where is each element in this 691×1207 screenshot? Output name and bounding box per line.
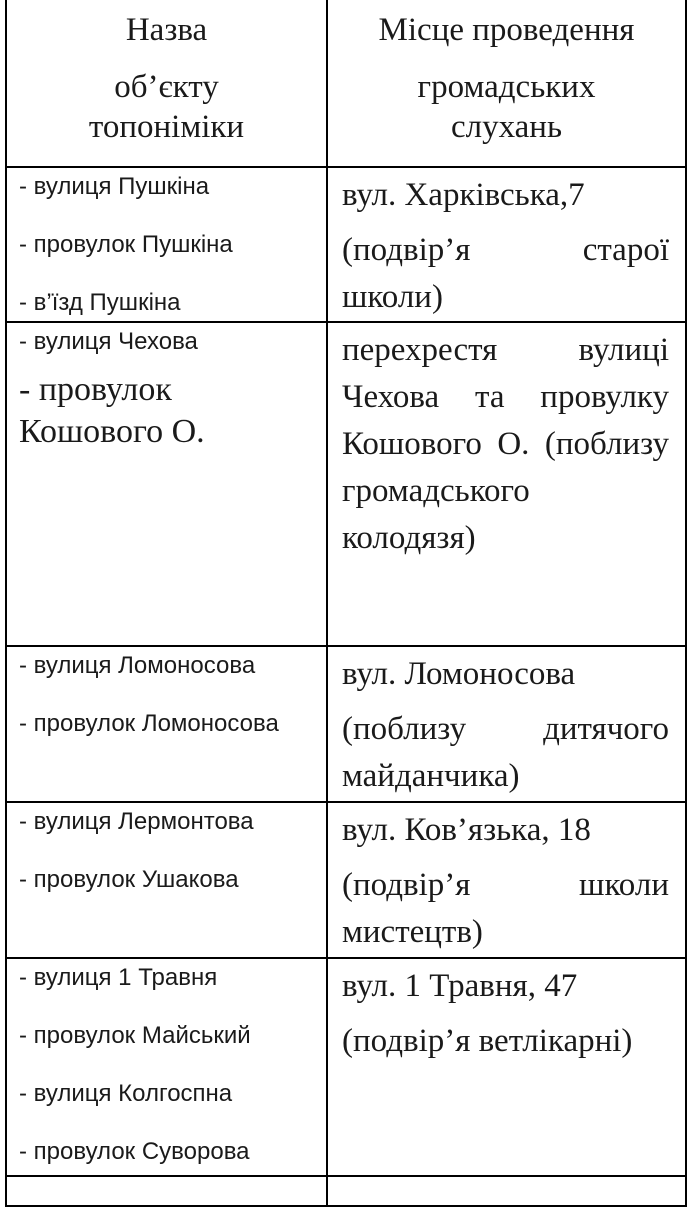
object-item: - вулиця Колгоспна bbox=[19, 1080, 233, 1107]
header-object-line3: топоніміки bbox=[88, 109, 245, 145]
objects-cell bbox=[6, 167, 327, 322]
table-row bbox=[6, 322, 686, 646]
header-object-line1: Назва bbox=[125, 12, 208, 48]
objects-cell bbox=[6, 322, 327, 646]
table-row bbox=[6, 802, 686, 958]
object-item: - провулок Кошового О. bbox=[19, 371, 205, 450]
object-item: - вулиця Пушкіна bbox=[19, 173, 210, 200]
place-note: (подвір’я старої школи) bbox=[342, 232, 669, 315]
empty-cell bbox=[327, 1176, 686, 1206]
header-object-name bbox=[6, 0, 327, 167]
table-header-row bbox=[6, 0, 686, 167]
table-row-cut-off bbox=[6, 1176, 686, 1206]
object-item: - вулиця 1 Травня bbox=[19, 964, 218, 991]
objects-cell bbox=[6, 802, 327, 958]
place-note: (подвір’я ветлікарні) bbox=[342, 1023, 633, 1059]
object-item: - в’їзд Пушкіна bbox=[19, 289, 181, 316]
place-cell bbox=[327, 646, 686, 802]
header-place-line3: слухань bbox=[450, 109, 563, 145]
place-address: вул. 1 Травня, 47 bbox=[342, 968, 578, 1004]
object-item: - провулок Ушакова bbox=[19, 866, 239, 893]
header-place-line2: громадських bbox=[417, 69, 596, 105]
header-hearing-place bbox=[327, 0, 686, 167]
table-row bbox=[6, 646, 686, 802]
place-cell bbox=[327, 322, 686, 646]
table-row bbox=[6, 958, 686, 1176]
object-item: - провулок Ломоносова bbox=[19, 710, 279, 737]
object-item: - вулиця Ломоносова bbox=[19, 652, 256, 679]
place-address: вул. Ломоносова bbox=[342, 656, 576, 692]
object-item: - вулиця Чехова bbox=[19, 328, 198, 355]
place-cell bbox=[327, 802, 686, 958]
header-object-line2: об’єкту bbox=[114, 69, 219, 105]
place-note: (поблизу дитячого майданчика) bbox=[342, 711, 669, 794]
header-place-line1: Місце проведення bbox=[378, 12, 635, 48]
objects-cell bbox=[6, 958, 327, 1176]
place-cell bbox=[327, 167, 686, 322]
table-row bbox=[6, 167, 686, 322]
place-address: перехрестя вулиці Чехова та провулку Кошового О. (поблизу громадського колодязя) bbox=[342, 332, 669, 556]
object-item: - вулиця Лермонтова bbox=[19, 808, 254, 835]
place-address: вул. Харківська,7 bbox=[342, 177, 585, 213]
object-item: - провулок Майський bbox=[19, 1022, 251, 1049]
place-address: вул. Ков’язька, 18 bbox=[342, 812, 591, 848]
place-cell bbox=[327, 958, 686, 1176]
objects-cell bbox=[6, 646, 327, 802]
object-item: - провулок Пушкіна bbox=[19, 231, 233, 258]
empty-cell bbox=[6, 1176, 327, 1206]
object-item: - провулок Суворова bbox=[19, 1138, 250, 1165]
hearings-table bbox=[5, 0, 687, 1207]
place-note: (подвір’я школи мистецтв) bbox=[342, 867, 669, 950]
